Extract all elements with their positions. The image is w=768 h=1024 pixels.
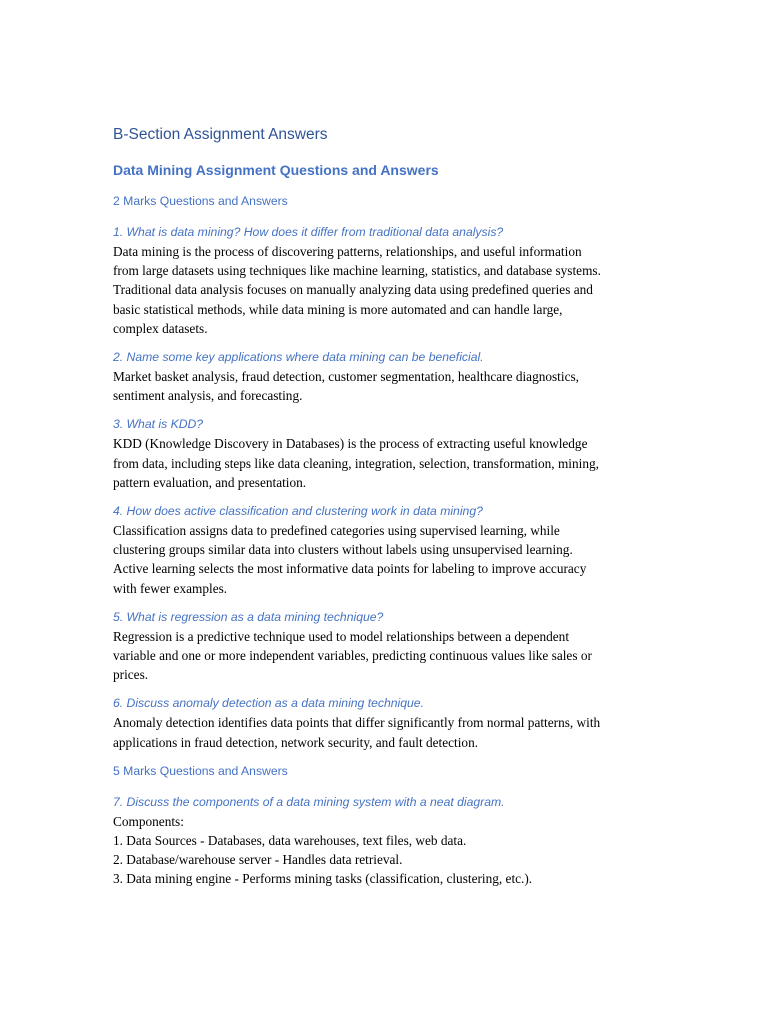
- answer-line: sentiment analysis, and forecasting.: [113, 388, 303, 404]
- question-answer-block: [113, 694, 673, 751]
- answer-line: basic statistical methods, while data mining is more automated and can handle large,: [113, 301, 563, 317]
- question-answer-block: [113, 223, 673, 338]
- answer-line: Regression is a predictive technique used to model relationships between a dependent: [113, 628, 570, 644]
- answer-text: [113, 367, 673, 405]
- section-heading: 2 Marks Questions and Answers: [113, 194, 288, 208]
- answer-line: with fewer examples.: [113, 580, 228, 596]
- answer-text: [113, 713, 673, 751]
- document-title: B-Section Assignment Answers: [113, 126, 328, 143]
- answer-line: Market basket analysis, fraud detection, customer segmentation, healthcare diagnostics,: [113, 369, 579, 385]
- answer-line: KDD (Knowledge Discovery in Databases) is the process of extracting useful knowledge: [113, 436, 588, 452]
- answer-line: from large datasets using techniques like machine learning, statistics, and database systems.: [113, 263, 601, 279]
- answer-line: Anomaly detection identifies data points that differ significantly from normal patterns, with: [113, 715, 601, 731]
- question-answer-block: [113, 415, 673, 492]
- answer-text: [113, 521, 673, 598]
- question-answer-block: [113, 348, 673, 405]
- answer-line: prices.: [113, 667, 149, 683]
- document-subtitle: Data Mining Assignment Questions and Answers: [113, 162, 439, 178]
- question-answer-block: [113, 502, 673, 598]
- question-answer-block: [113, 793, 673, 889]
- question-text: 7. Discuss the components of a data mining system with a neat diagram.: [113, 794, 505, 809]
- question-text: 3. What is KDD?: [113, 417, 204, 432]
- question-text: 2. Name some key applications where data mining can be beneficial.: [113, 350, 484, 365]
- answer-line: Traditional data analysis focuses on manually analyzing data using predefined queries and: [113, 282, 593, 298]
- question-text: 4. How does active classification and clustering work in data mining?: [113, 504, 483, 519]
- document-page: [113, 124, 673, 899]
- answer-line: 2. Database/warehouse server - Handles data retrieval.: [113, 852, 403, 868]
- answer-line: variable and one or more independent variables, predicting continuous values like sales or: [113, 648, 592, 664]
- answer-line: applications in fraud detection, network security, and fault detection.: [113, 734, 479, 750]
- section-heading: 5 Marks Questions and Answers: [113, 763, 288, 778]
- answer-line: from data, including steps like data cleaning, integration, selection, transformation, mining,: [113, 455, 599, 471]
- question-text: 5. What is regression as a data mining technique?: [113, 609, 384, 624]
- answer-line: clustering groups similar data into clusters without labels using unsupervised learning.: [113, 542, 573, 558]
- question-answer-block: [113, 608, 673, 685]
- answer-line: Data mining is the process of discovering patterns, relationships, and useful information: [113, 244, 582, 259]
- answer-line: Components:: [113, 813, 184, 829]
- answer-text: [113, 812, 673, 889]
- document-body: [113, 192, 673, 889]
- question-text: 6. Discuss anomaly detection as a data mining technique.: [113, 696, 424, 711]
- answer-text: [113, 434, 673, 492]
- answer-line: pattern evaluation, and presentation.: [113, 474, 307, 490]
- answer-line: 3. Data mining engine - Performs mining tasks (classification, clustering, etc.).: [113, 871, 533, 887]
- answer-line: 1. Data Sources - Databases, data warehouses, text files, web data.: [113, 833, 467, 849]
- answer-text: [113, 242, 673, 338]
- question-text: 1. What is data mining? How does it differ from traditional data analysis?: [113, 225, 504, 239]
- answer-text: [113, 627, 673, 685]
- answer-line: Classification assigns data to predefined categories using supervised learning, while: [113, 523, 560, 539]
- answer-line: complex datasets.: [113, 320, 208, 336]
- answer-line: Active learning selects the most informative data points for labeling to improve accuracy: [113, 561, 587, 577]
